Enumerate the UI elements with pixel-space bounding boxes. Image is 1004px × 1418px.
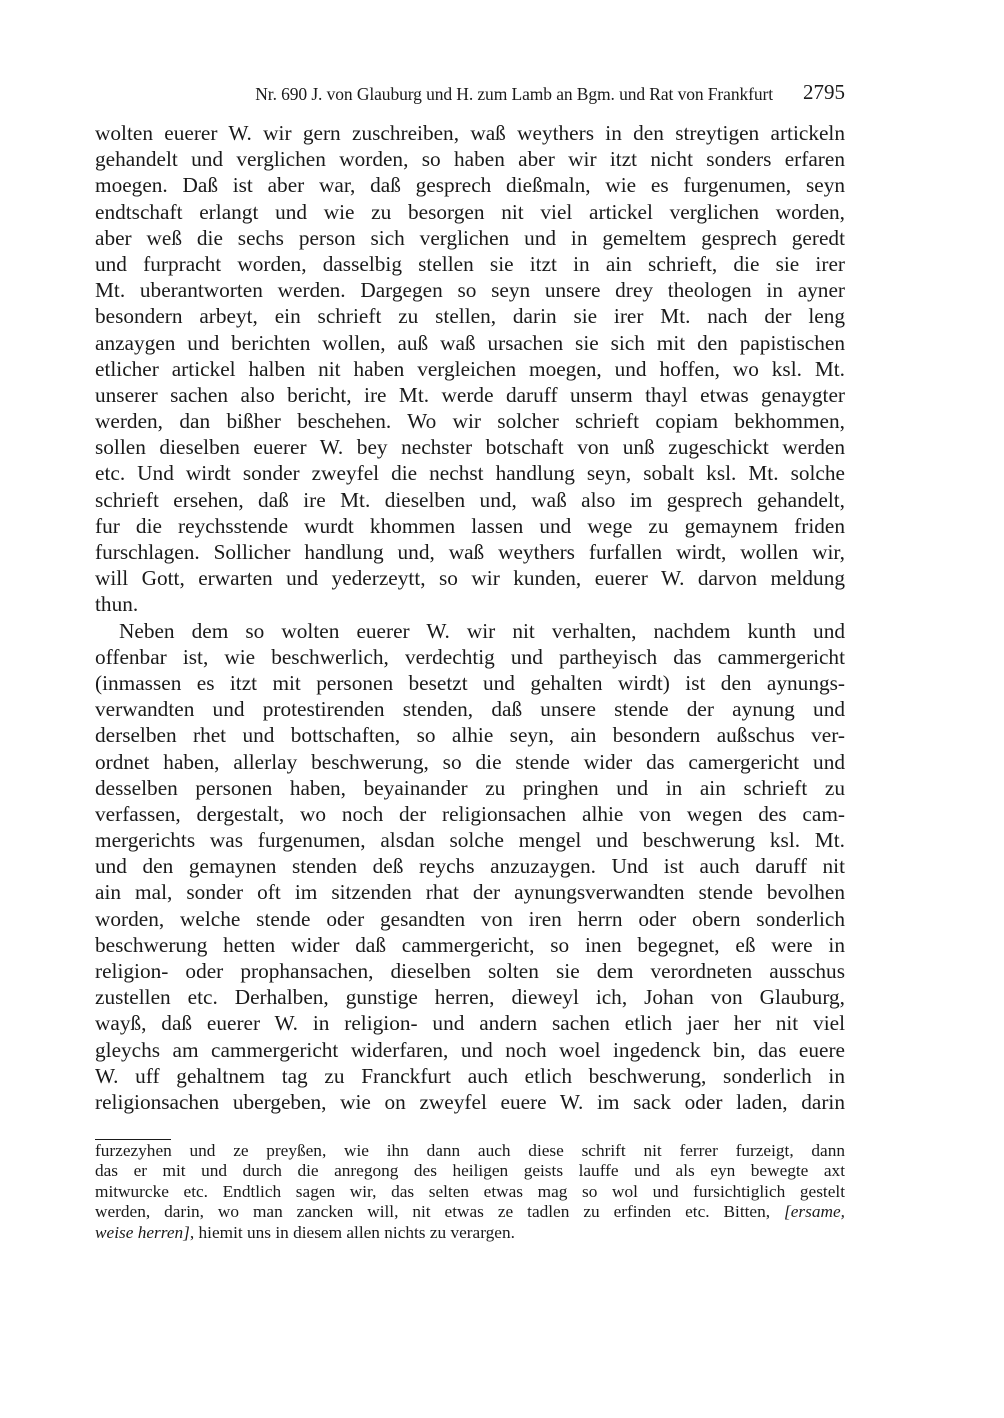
text-line: endtschaft erlangt und wie zu besorgen nit viel artickel verglichen worden, — [95, 199, 845, 224]
text-line: etc. Und wirdt sonder zweyfel die nechst handlung seyn, sobalt ksl. Mt. solche — [95, 461, 845, 486]
text-line: schrieft ersehen, daß ire Mt. dieselben und, waß also im gesprech gehandelt, — [95, 487, 845, 512]
text-line: und furpracht worden, dasselbig stellen sie itzt in ain schrieft, die sie irer — [95, 251, 845, 276]
page-number: 2795 — [803, 80, 845, 104]
text-line: mergerichts was furgenumen, alsdan solche mengel und beschwerung ksl. Mt. — [95, 828, 845, 853]
text-line: will Gott, erwarten und yederzeytt, so wir kunden, euerer W. darvon meldung — [95, 566, 845, 591]
footnote-line-5 — [95, 1223, 845, 1243]
text-line: religionsachen ubergeben, wie on zweyfel euere W. im sack oder laden, darin — [95, 1089, 845, 1114]
text-line: aber weß die sechs person sich verglichen und in gemeltem gesprech geredt — [95, 225, 845, 250]
text-line: besondern arbeyt, ein schrieft zu stellen, darin sie irer Mt. nach der leng — [95, 304, 845, 329]
text-line: ordnet haben, allerlay beschwerung, so die stende wider das camergericht und — [95, 749, 845, 774]
footnote-editorial-insert: [ersame, — [784, 1202, 845, 1222]
text-line: moegen. Daß ist aber war, daß gesprech dießmaln, wie es furgenumen, seyn — [95, 173, 845, 198]
text-line: ain mal, sonder oft im sitzenden rhat der aynungsverwandten stende bevolhen — [95, 880, 845, 905]
footnote-line-4 — [95, 1202, 845, 1222]
text-line: gehandelt und verglichen worden, so haben aber wir itzt nicht sonders erfaren — [95, 147, 845, 172]
text-line: gleychs am cammergericht widerfaren, und noch woel ingedenck bin, das euere — [95, 1037, 845, 1062]
text-line: thun. — [95, 592, 139, 617]
text-line: anzaygen und berichten wollen, auß waß ursachen sie sich mit den papistischen — [95, 330, 845, 355]
text-line: unserer sachen also bericht, ire Mt. werde daruff unserm thayl etwas genaygter — [95, 382, 845, 407]
text-line: sollen dieselben euerer W. bey nechster botschaft von unß zugeschickt werden — [95, 435, 845, 460]
text-line: worden, welche stende oder gesandten von iren herrn oder obern sonderlich — [95, 906, 845, 931]
text-line: und den gemaynen stenden deß reychs anzuzaygen. Und ist auch daruff nit — [95, 854, 845, 879]
running-head — [95, 80, 845, 106]
footnote-line-text: , hiemit uns in diesem allen nichts zu verargen. — [189, 1222, 515, 1242]
footnote-line: mitwurcke etc. Endtlich sagen wir, das selten etwas mag so wol und fursichtiglich gestelt — [95, 1181, 845, 1201]
text-line: verwandten und protestirenden stenden, daß unsere stende der aynung und — [95, 697, 845, 722]
footnote-editorial-insert: weise herren] — [95, 1222, 190, 1242]
text-line: verfassen, dergestalt, wo noch der religionsachen alhie von wegen des cam- — [95, 801, 845, 826]
text-line: desselben personen haben, beyainander zu pringhen und in ain schrieft zu — [95, 775, 845, 800]
footnote-line: das er mit und durch die anregong des heiligen geists lauffe und als eyn bewegte axt — [95, 1161, 845, 1181]
text-line: Neben dem so wolten euerer W. wir nit verhalten, nachdem kunth und — [119, 618, 845, 643]
text-line: W. uff gehaltnem tag zu Franckfurt auch etlich beschwerung, sonderlich in — [95, 1063, 845, 1088]
text-line: wayß, daß euerer W. in religion- und andern sachen etlich jaer her nit viel — [95, 1011, 845, 1036]
text-line: wolten euerer W. wir gern zuschreiben, waß weythers in den streytigen artickeln — [95, 121, 845, 145]
footnote-line: furzezyhen und ze preyßen, wie ihn dann auch diese schrift nit ferrer furzeigt, dann — [95, 1141, 845, 1160]
footnote-line-text: werden, darin, wo man zancken will, nit etwas ze tadlen zu erfinden etc. Bitten, — [95, 1202, 771, 1222]
text-line: offenbar ist, wie beschwerlich, verdechtig und partheyisch das cammergericht — [95, 644, 845, 669]
text-line: werden, dan bißher beschehen. Wo wir solcher schrieft copiam bekhommen, — [95, 409, 845, 434]
text-line: derselben rhet und bottschaften, so alhie seyn, ain besondern außschus ver- — [95, 723, 845, 748]
text-line: etlicher artickel halben nit haben vergleichen moegen, und hoffen, wo ksl. Mt. — [95, 356, 845, 381]
footnote-rule — [95, 1139, 171, 1140]
paragraph-2 — [95, 618, 845, 1116]
text-line: beschwerung hetten wider daß cammergericht, so inen begegnet, eß were in — [95, 932, 845, 957]
text-line: zustellen etc. Derhalben, gunstige herren, dieweyl ich, Johan von Glauburg, — [95, 985, 845, 1010]
text-line: Mt. uberantworten werden. Dargegen so seyn unsere drey theologen in ayner — [95, 278, 845, 303]
paragraph-1 — [95, 120, 845, 618]
running-title: Nr. 690 J. von Glauburg und H. zum Lamb an Bgm. und Rat von Frankfurt — [255, 84, 773, 104]
text-line: fur die reychsstende wurdt khommen lassen und wege zu gemaynem friden — [95, 513, 845, 538]
footnote — [95, 1141, 845, 1243]
text-line: (inmassen es itzt mit personen besetzt und gehalten wirdt) ist den aynungs- — [95, 670, 845, 695]
text-line: furschlagen. Sollicher handlung und, waß weythers furfallen wirdt, wollen wir, — [95, 540, 845, 564]
body-text — [95, 120, 845, 1115]
text-line: religion- oder prophansachen, dieselben solten sie dem verordneten ausschus — [95, 959, 845, 983]
